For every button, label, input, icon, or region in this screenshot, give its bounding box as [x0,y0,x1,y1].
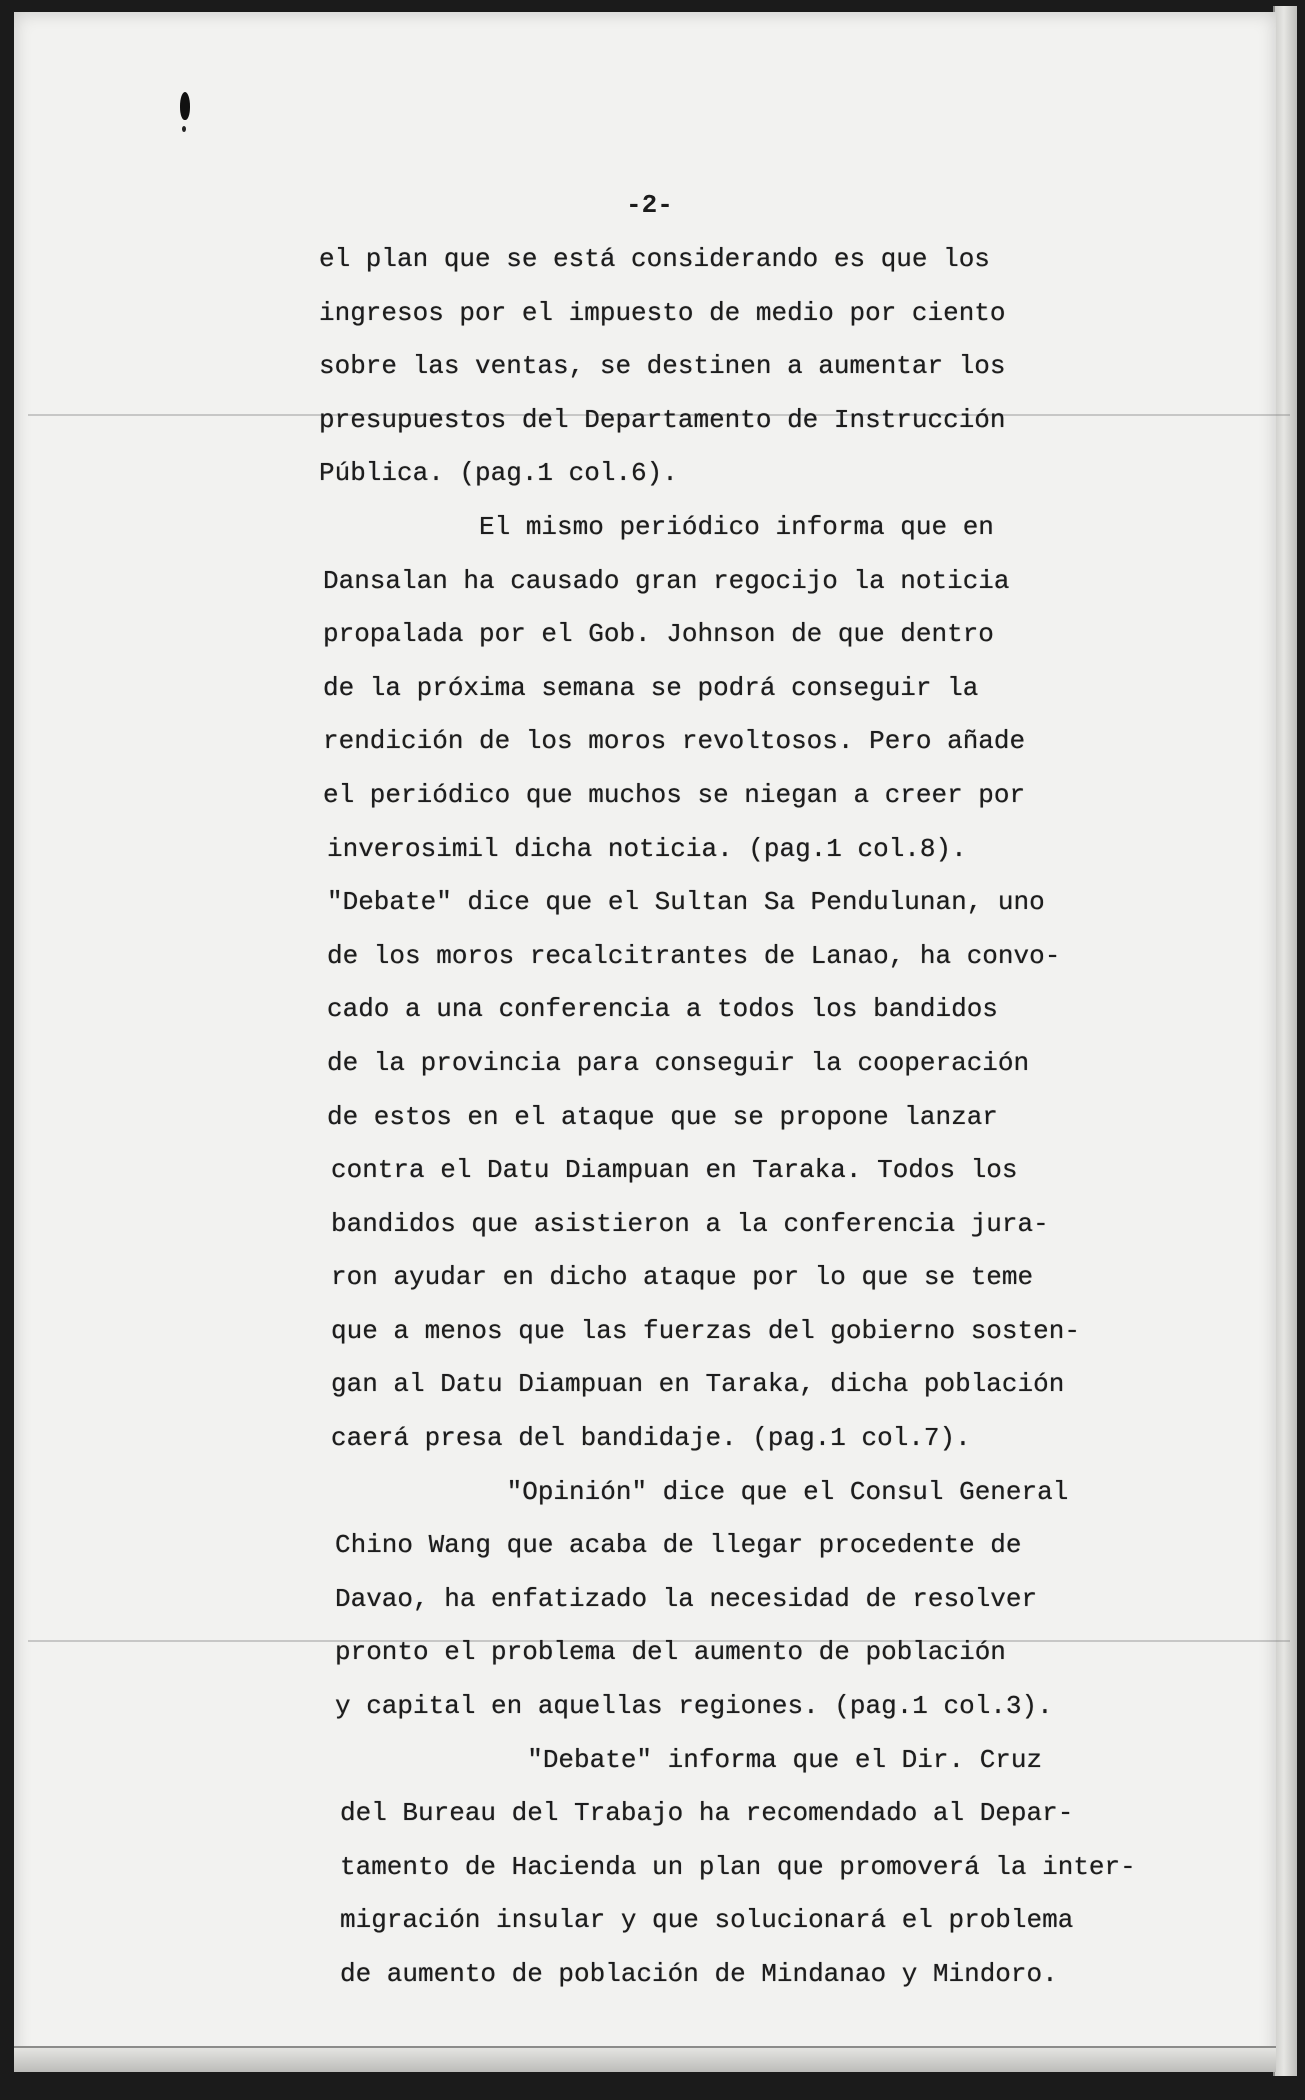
page-number: -2- [626,190,673,220]
text-line: rendición de los moros revoltosos. Pero añade [323,726,1026,757]
text-line: de la provincia para conseguir la cooperación [327,1047,1030,1078]
text-line: Dansalan ha causado gran regocijo la noticia [323,565,1010,596]
paragraph-start-line: "Opinión" dice que el Consul General [506,1476,1069,1507]
text-line: el plan que se está considerando es que los [319,244,990,274]
text-line: gan al Datu Diampuan en Taraka, dicha población [331,1369,1065,1400]
text-line: migración insular y que solucionará el problema [340,1905,1074,1936]
underlying-page-edge [1273,6,1297,2076]
ink-spot [180,92,190,120]
text-line: caerá presa del bandidaje. (pag.1 col.7). [331,1423,971,1454]
text-line: Pública. (pag.1 col.6). [319,458,678,489]
page-bottom-edge [14,2046,1276,2072]
text-line: ron ayudar en dicho ataque por lo que se teme [331,1262,1034,1293]
body-text [14,233,1276,2002]
text-line: contra el Datu Diampuan en Taraka. Todos los [331,1155,1018,1186]
text-line: cado a una conferencia a todos los bandidos [327,994,998,1025]
text-line: tamento de Hacienda un plan que promoverá la inter- [340,1851,1136,1882]
text-line: pronto el problema del aumento de población [335,1637,1006,1668]
text-line: y capital en aquellas regiones. (pag.1 col.3). [335,1691,1053,1722]
text-line: que a menos que las fuerzas del gobierno sosten- [331,1315,1080,1346]
text-line: presupuestos del Departamento de Instrucción [319,404,1006,435]
text-line: de estos en el ataque que se propone lanzar [327,1101,998,1132]
text-line: de los moros recalcitrantes de Lanao, ha convo- [327,940,1061,971]
text-line: Chino Wang que acaba de llegar procedente de [335,1530,1022,1561]
paragraph-start-line: "Debate" dice que el Sultan Sa Pendulunan, uno [327,887,1045,918]
document-page [14,12,1276,2070]
text-line: del Bureau del Trabajo ha recomendado al Depar- [340,1798,1074,1829]
text-line: de aumento de población de Mindanao y Mindoro. [340,1959,1058,1989]
text-line: el periódico que muchos se niegan a creer por [323,779,1026,810]
paragraph-start-line: El mismo periódico informa que en [479,511,994,542]
text-line: bandidos que asistieron a la conferencia jura- [331,1208,1049,1239]
text-line: de la próxima semana se podrá conseguir la [323,672,979,703]
text-line: ingresos por el impuesto de medio por ciento [319,297,1006,328]
text-line: Davao, ha enfatizado la necesidad de resolver [335,1583,1038,1614]
text-line: sobre las ventas, se destinen a aumentar los [319,351,1006,382]
paragraph-start-line: "Debate" informa que el Dir. Cruz [527,1744,1043,1775]
ink-spot [182,126,186,132]
text-line: propalada por el Gob. Johnson de que dentro [323,619,994,650]
text-line: inverosimil dicha noticia. (pag.1 col.8). [327,833,967,864]
